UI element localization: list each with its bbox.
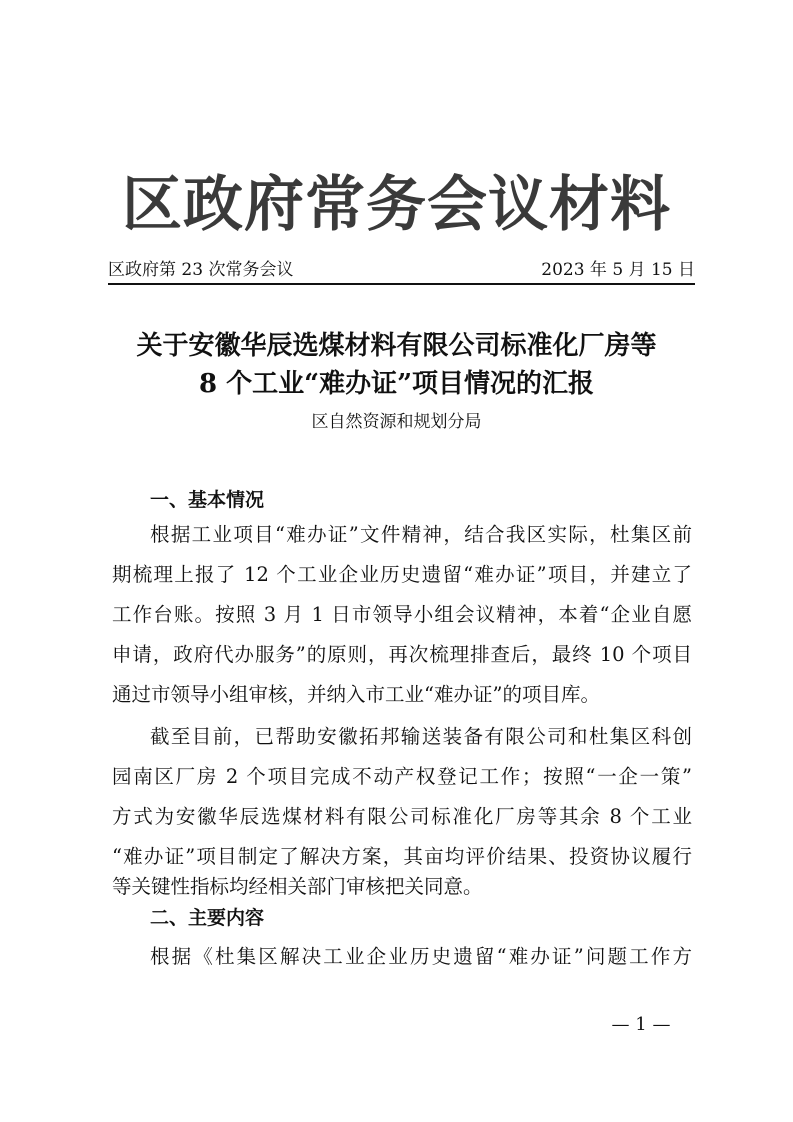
meeting-date: 2023 年 5 月 15 日 xyxy=(541,260,695,280)
paragraph-line: 通过市领导小组审核，并纳入市工业“难办证”的项目库。 xyxy=(112,683,600,706)
section-heading-main-content: 二、主要内容 xyxy=(150,907,265,929)
section-heading-basic-situation: 一、基本情况 xyxy=(150,489,265,511)
paragraph-line: “难办证”项目制定了解决方案，其亩均评价结果、投资协议履行 xyxy=(112,845,692,868)
document-title-line-1: 关于安徽华辰选煤材料有限公司标准化厂房等 xyxy=(136,331,657,361)
paragraph-line: 期梳理上报了 12 个工业企业历史遗留“难办证”项目，并建立了 xyxy=(112,563,692,586)
paragraph-line: 工作台账。按照 3 月 1 日市领导小组会议精神，本着“企业自愿 xyxy=(112,603,692,626)
paragraph-line: 等关键性指标均经相关部门审核把关同意。 xyxy=(112,875,483,898)
paragraph-line: 根据《杜集区解决工业企业历史遗留“难办证”问题工作方 xyxy=(150,945,692,968)
meeting-info-row xyxy=(108,258,695,282)
paragraph-line: 根据工业项目“难办证”文件精神，结合我区实际，杜集区前 xyxy=(150,523,692,546)
paragraph-line: 方式为安徽华辰选煤材料有限公司标准化厂房等其余 8 个工业 xyxy=(112,805,692,828)
header-divider xyxy=(108,283,695,285)
issuing-department: 区自然资源和规划分局 xyxy=(311,412,482,432)
meeting-session: 区政府第 23 次常务会议 xyxy=(108,260,294,280)
page-number: — 1 — xyxy=(611,1014,671,1035)
paragraph-line: 申请，政府代办服务”的原则，再次梳理排查后，最终 10 个项目 xyxy=(112,643,692,666)
document-title-line-2: 8 个工业“难办证”项目情况的汇报 xyxy=(198,369,595,399)
masthead-title: 区政府常务会议材料 xyxy=(122,170,671,240)
paragraph-line: 园南区厂房 2 个项目完成不动产权登记工作；按照“一企一策” xyxy=(112,765,692,788)
paragraph-line: 截至目前，已帮助安徽拓邦输送装备有限公司和杜集区科创 xyxy=(150,725,692,748)
